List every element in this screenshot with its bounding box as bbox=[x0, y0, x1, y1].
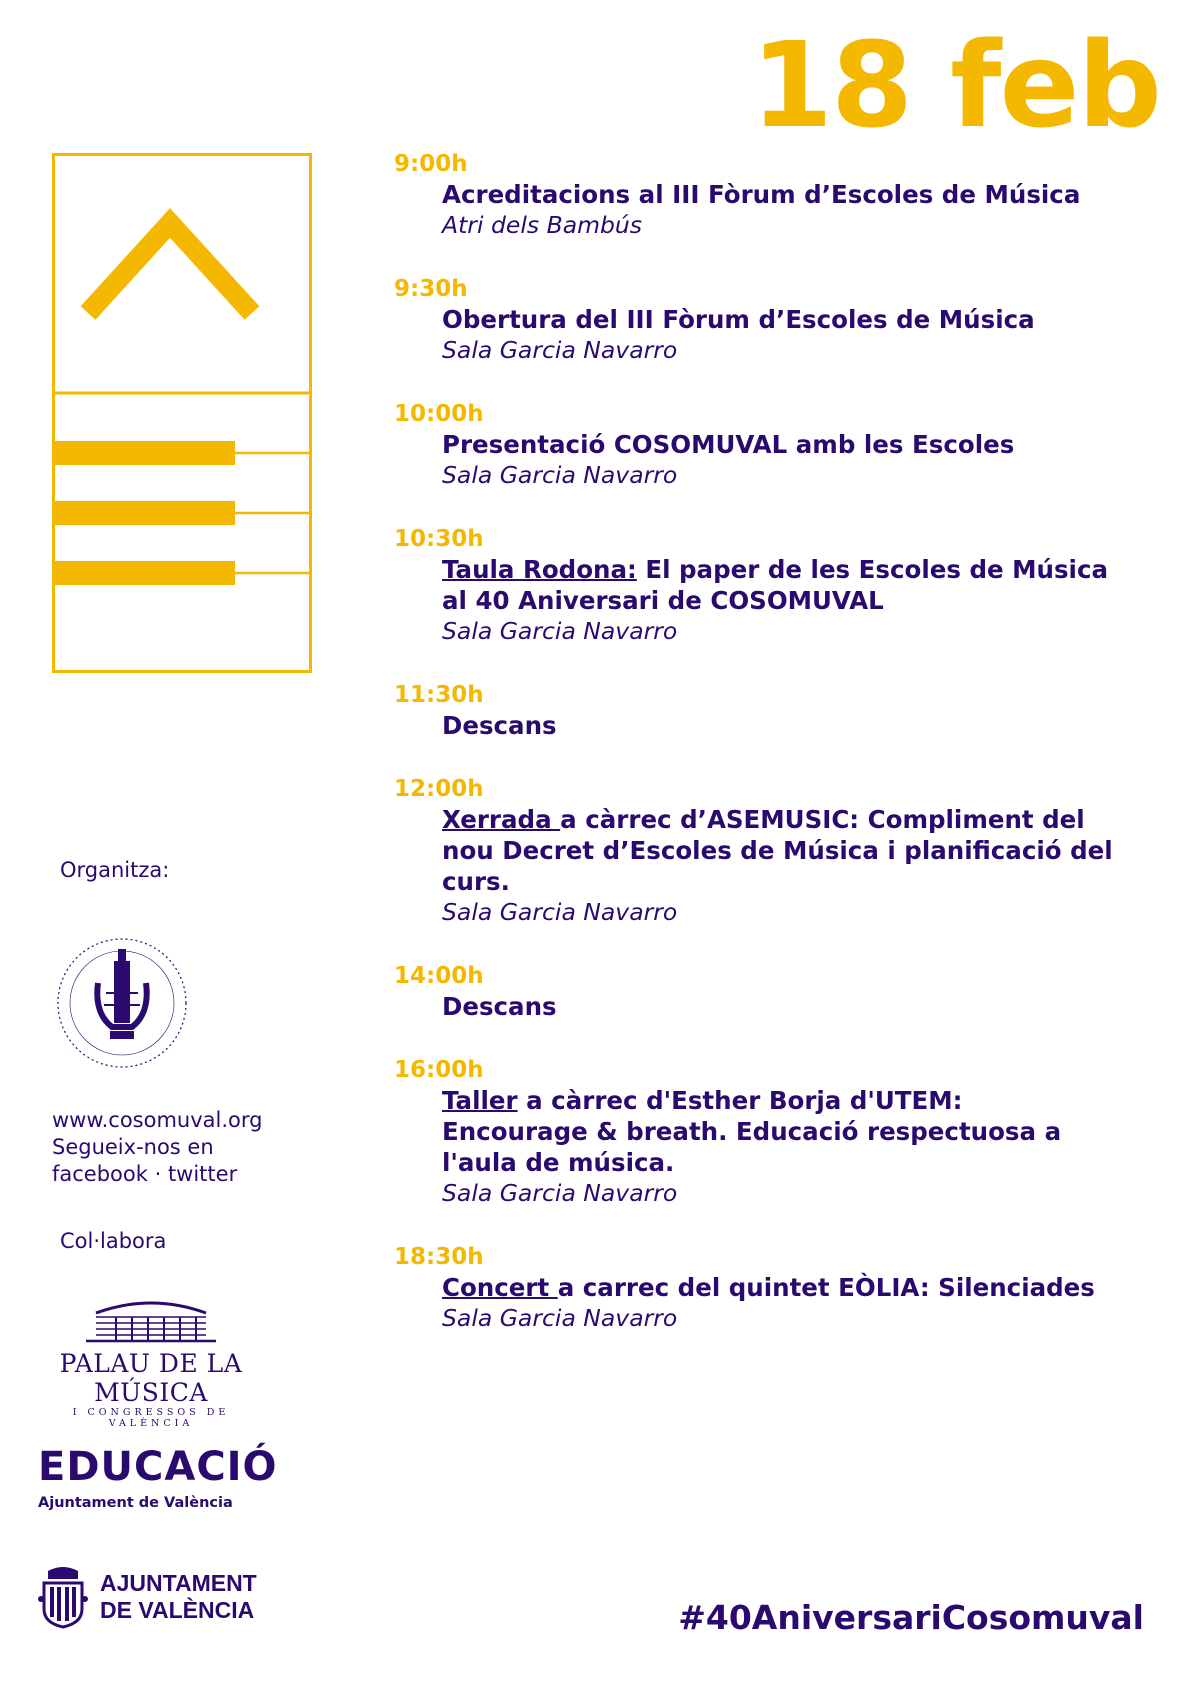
schedule-item bbox=[394, 681, 1114, 741]
cosomuval-logo-icon bbox=[54, 935, 190, 1071]
item-title: Descans bbox=[442, 992, 557, 1021]
hashtag: #40AniversariCosomuval bbox=[678, 1598, 1144, 1637]
organiza-label: Organitza: bbox=[60, 858, 170, 882]
website-link[interactable]: www.cosomuval.org bbox=[52, 1108, 263, 1132]
item-time: 12:00h bbox=[394, 776, 484, 802]
schedule-item bbox=[394, 150, 1114, 241]
schedule-list bbox=[394, 150, 1114, 1368]
contact-info bbox=[52, 1107, 262, 1188]
educacio-logo bbox=[38, 1444, 278, 1511]
item-time: 11:30h bbox=[394, 682, 484, 708]
educacio-subtitle: Ajuntament de València bbox=[38, 1495, 233, 1511]
schedule-item bbox=[394, 1056, 1114, 1209]
palau-subtitle: I CONGRESSOS DE VALÈNCIA bbox=[72, 1407, 230, 1429]
ajuntament-text: AJUNTAMENT DE VALÈNCIA bbox=[100, 1570, 257, 1623]
schedule-item bbox=[394, 1243, 1114, 1334]
item-title: Taller a càrrec d'Esther Borja d'UTEM: Encourage & breath. Educació respectuosa a l'aula de música. bbox=[442, 1086, 1062, 1177]
item-title: Obertura del III Fòrum d’Escoles de Música bbox=[442, 305, 1035, 334]
item-time: 14:00h bbox=[394, 963, 484, 989]
event-date: 18 feb bbox=[750, 16, 1160, 154]
item-venue: Sala Garcia Navarro bbox=[442, 898, 678, 926]
follow-text: Segueix-nos en bbox=[52, 1135, 214, 1159]
educacio-title: EDUCACIÓ bbox=[38, 1444, 278, 1490]
item-title: Presentació COSOMUVAL amb les Escoles bbox=[442, 430, 1015, 459]
palau-building-icon bbox=[36, 1295, 266, 1343]
item-title: Taula Rodona: El paper de les Escoles de Música al 40 Aniversari de COSOMUVAL bbox=[442, 555, 1109, 615]
collabora-label: Col·labora bbox=[60, 1229, 167, 1253]
item-time: 9:00h bbox=[394, 151, 468, 177]
social-links[interactable]: facebook · twitter bbox=[52, 1162, 238, 1186]
item-title: Acreditacions al III Fòrum d’Escoles de Música bbox=[442, 180, 1081, 209]
item-title: Concert a carrec del quintet EÒLIA: Silenciades bbox=[442, 1273, 1095, 1302]
item-venue: Atri dels Bambús bbox=[442, 211, 643, 239]
item-venue: Sala Garcia Navarro bbox=[442, 336, 678, 364]
item-time: 10:00h bbox=[394, 401, 484, 427]
item-venue: Sala Garcia Navarro bbox=[442, 1304, 678, 1332]
item-title: Xerrada a càrrec d’ASEMUSIC: Compliment del nou Decret d’Escoles de Música i planificació del curs. bbox=[442, 805, 1113, 896]
item-time: 10:30h bbox=[394, 526, 484, 552]
schedule-item bbox=[394, 775, 1114, 928]
item-time: 18:30h bbox=[394, 1244, 484, 1270]
item-venue: Sala Garcia Navarro bbox=[442, 1179, 678, 1207]
item-venue: Sala Garcia Navarro bbox=[442, 461, 678, 489]
item-time: 9:30h bbox=[394, 276, 468, 302]
schedule-item bbox=[394, 962, 1114, 1022]
item-title: Descans bbox=[442, 711, 557, 740]
palau-logo bbox=[36, 1295, 266, 1429]
schedule-item bbox=[394, 400, 1114, 491]
ajuntament-logo bbox=[38, 1565, 257, 1629]
forum-emblem-icon bbox=[52, 153, 312, 673]
schedule-item bbox=[394, 525, 1114, 647]
item-time: 16:00h bbox=[394, 1057, 484, 1083]
palau-title: PALAU DE LA MÚSICA bbox=[59, 1349, 243, 1407]
city-shield-icon bbox=[38, 1565, 88, 1629]
schedule-item bbox=[394, 275, 1114, 366]
item-venue: Sala Garcia Navarro bbox=[442, 617, 678, 645]
